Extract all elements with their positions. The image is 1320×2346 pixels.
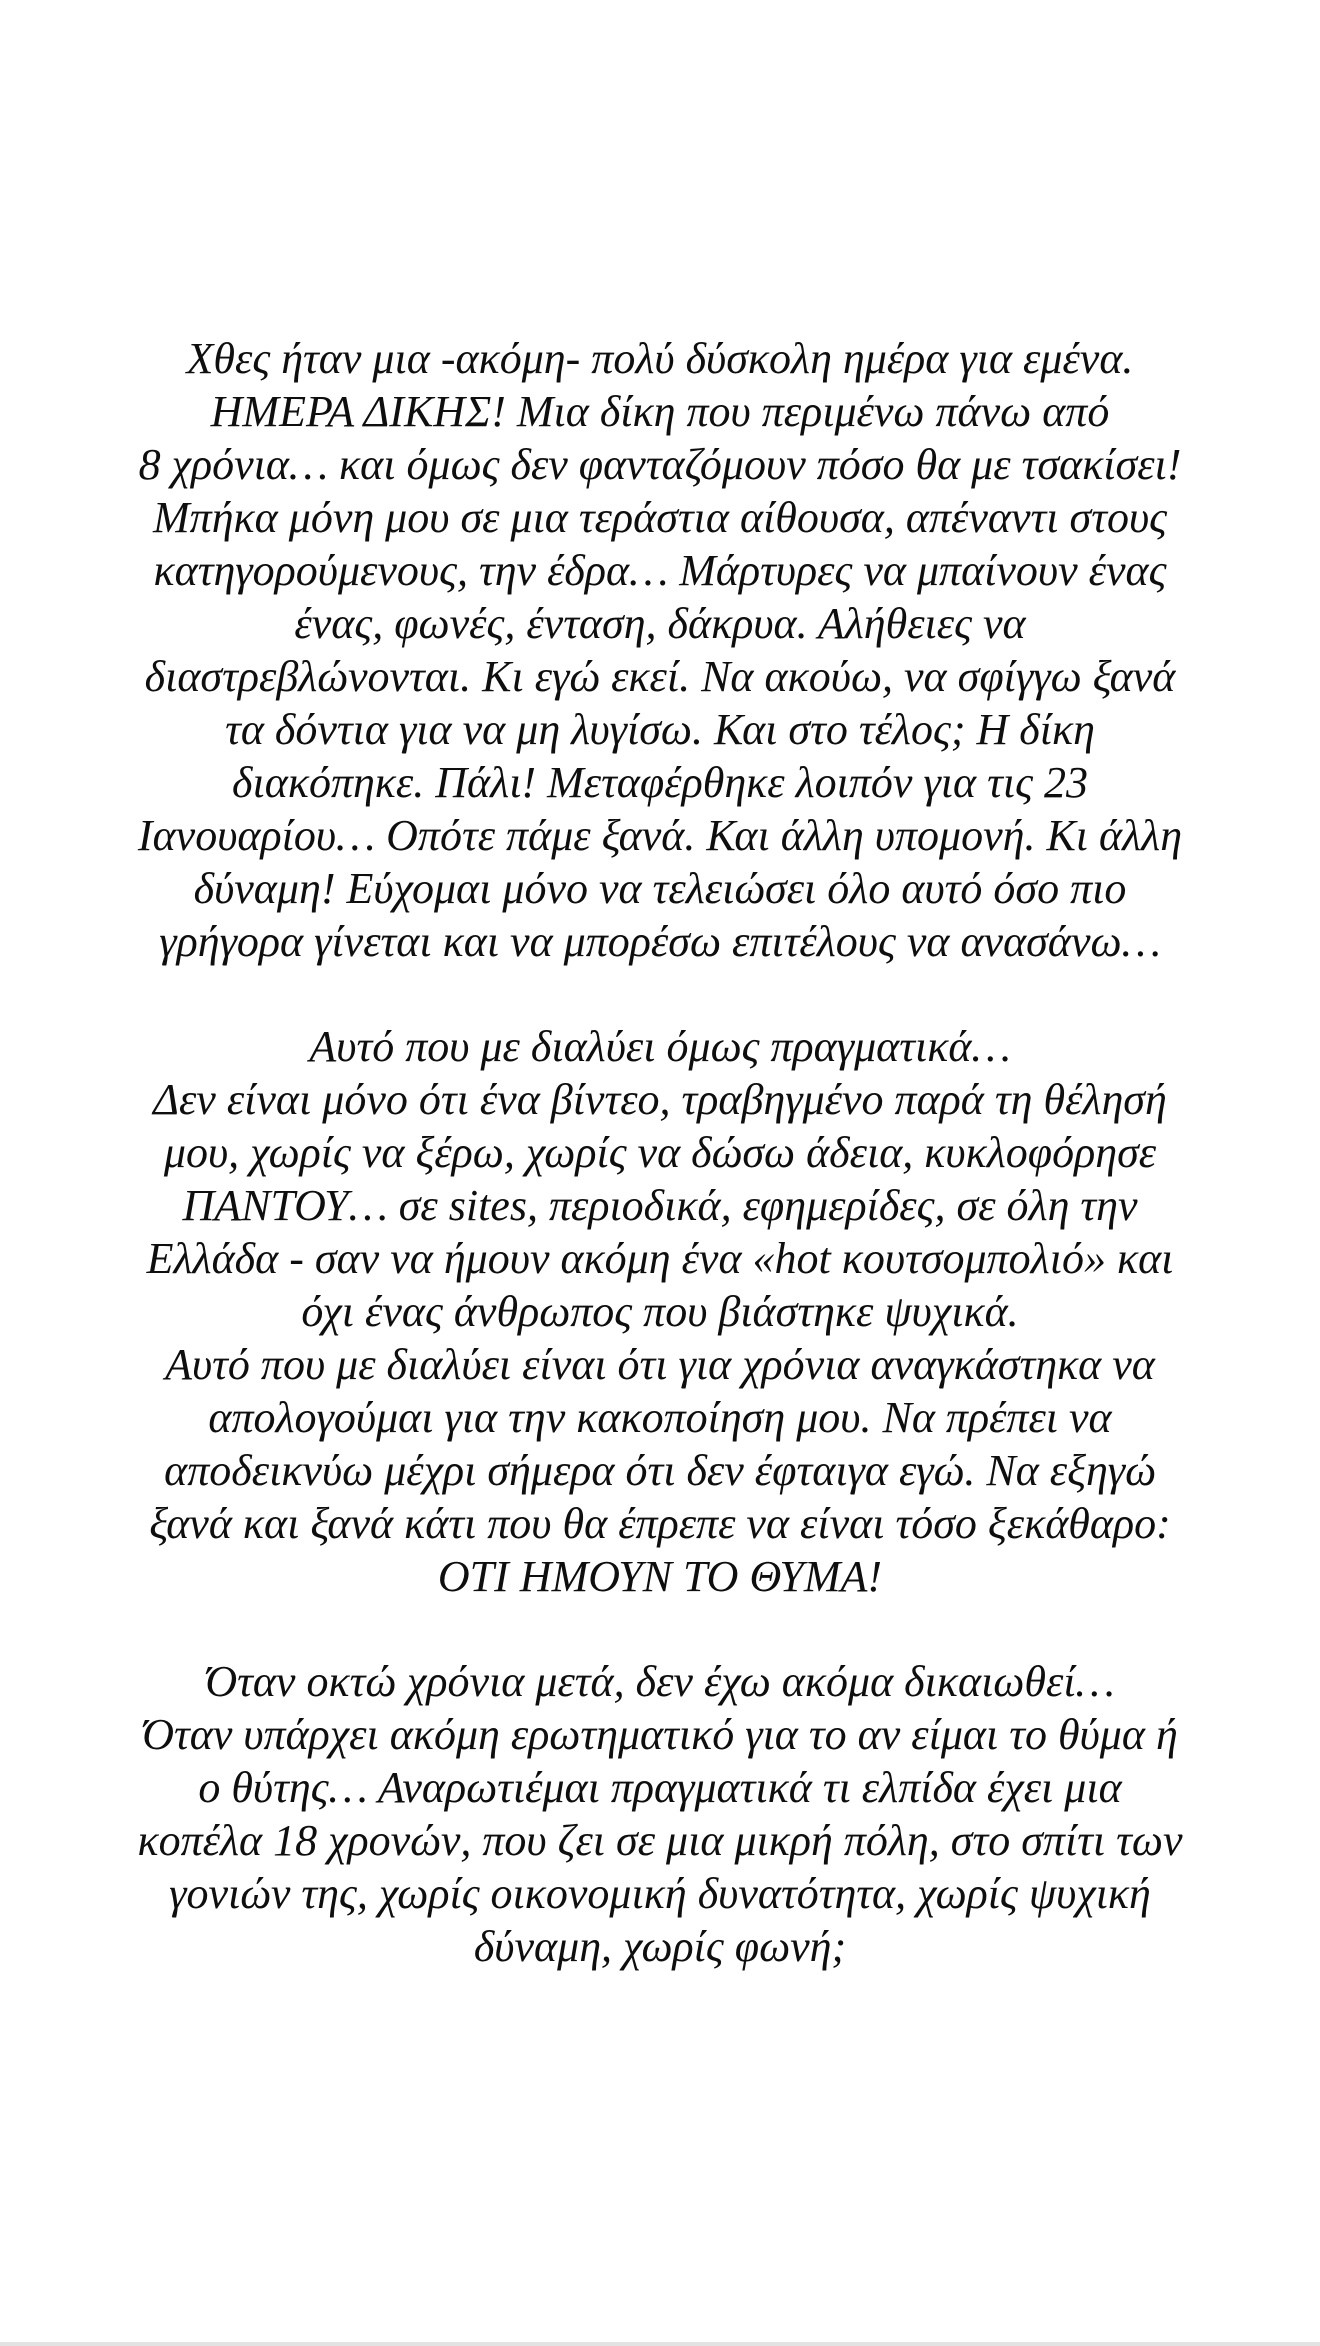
- text-line: Αυτό που με διαλύει όμως πραγματικά…: [309, 1022, 1011, 1071]
- post-text: [0, 332, 1320, 1973]
- text-line: τα δόντια για να μη λυγίσω. Και στο τέλος; Η δίκη: [225, 705, 1095, 754]
- text-line: όχι ένας άνθρωπος που βιάστηκε ψυχικά.: [301, 1287, 1019, 1336]
- text-line: Όταν υπάρχει ακόμη ερωτηματικό για το αν είμαι το θύμα ή: [142, 1710, 1178, 1759]
- paragraph-what-breaks-me: [0, 1020, 1320, 1603]
- text-line: ΠΑΝΤΟΥ… σε sites, περιοδικά, εφημερίδες, σε όλη την: [182, 1181, 1138, 1230]
- text-line: γονιών της, χωρίς οικονομική δυνατότητα, χωρίς ψυχική: [169, 1869, 1151, 1918]
- text-line: γρήγορα γίνεται και να μπορέσω επιτέλους να ανασάνω…: [159, 917, 1161, 966]
- text-line: δύναμη! Εύχομαι μόνο να τελειώσει όλο αυτό όσο πιο: [193, 864, 1127, 913]
- text-line: Όταν οκτώ χρόνια μετά, δεν έχω ακόμα δικαιωθεί…: [205, 1657, 1115, 1706]
- text-line: 8 χρόνια… και όμως δεν φανταζόμουν πόσο θα με τσακίσει!: [138, 440, 1182, 489]
- paragraph-trial-day: [0, 332, 1320, 968]
- text-line: μου, χωρίς να ξέρω, χωρίς να δώσω άδεια, κυκλοφόρησε: [163, 1128, 1157, 1177]
- bottom-divider: [0, 2342, 1320, 2346]
- text-line: Αυτό που με διαλύει είναι ότι για χρόνια αναγκάστηκα να: [165, 1340, 1155, 1389]
- text-line: ο θύτης… Αναρωτιέμαι πραγματικά τι ελπίδα έχει μια: [198, 1763, 1122, 1812]
- text-line: ΟΤΙ ΗΜΟΥΝ ΤΟ ΘΥΜΑ!: [437, 1552, 883, 1601]
- text-line: κοπέλα 18 χρονών, που ζει σε μια μικρή πόλη, στο σπίτι των: [137, 1816, 1183, 1865]
- text-line: Χθες ήταν μια -ακόμη- πολύ δύσκολη ημέρα για εμένα.: [186, 334, 1134, 383]
- text-line: απολογούμαι για την κακοποίηση μου. Να πρέπει να: [208, 1393, 1112, 1442]
- text-line: δύναμη, χωρίς φωνή;: [473, 1922, 847, 1971]
- text-line: Ελλάδα - σαν να ήμουν ακόμη ένα «hot κουτσομπολιό» και: [146, 1234, 1174, 1283]
- text-line: Ιανουαρίου… Οπότε πάμε ξανά. Και άλλη υπομονή. Κι άλλη: [137, 811, 1183, 860]
- text-line: διακόπηκε. Πάλι! Μεταφέρθηκε λοιπόν για τις 23: [232, 758, 1088, 807]
- paragraph-eight-years-later: [0, 1655, 1320, 1973]
- text-line: ΗΜΕΡΑ ΔΙΚΗΣ! Μια δίκη που περιμένω πάνω από: [210, 387, 1110, 436]
- text-line: κατηγορούμενους, την έδρα… Μάρτυρες να μπαίνουν ένας: [153, 546, 1167, 595]
- text-line: διαστρεβλώνονται. Κι εγώ εκεί. Να ακούω, να σφίγγω ξανά: [144, 652, 1176, 701]
- text-line: αποδεικνύω μέχρι σήμερα ότι δεν έφταιγα εγώ. Να εξηγώ: [164, 1446, 1156, 1495]
- text-line: Δεν είναι μόνο ότι ένα βίντεο, τραβηγμένο παρά τη θέλησή: [153, 1075, 1167, 1124]
- text-line: ξανά και ξανά κάτι που θα έπρεπε να είναι τόσο ξεκάθαρο:: [149, 1499, 1171, 1548]
- text-line: ένας, φωνές, ένταση, δάκρυα. Αλήθειες να: [294, 599, 1026, 648]
- text-line: Μπήκα μόνη μου σε μια τεράστια αίθουσα, απέναντι στους: [153, 493, 1167, 542]
